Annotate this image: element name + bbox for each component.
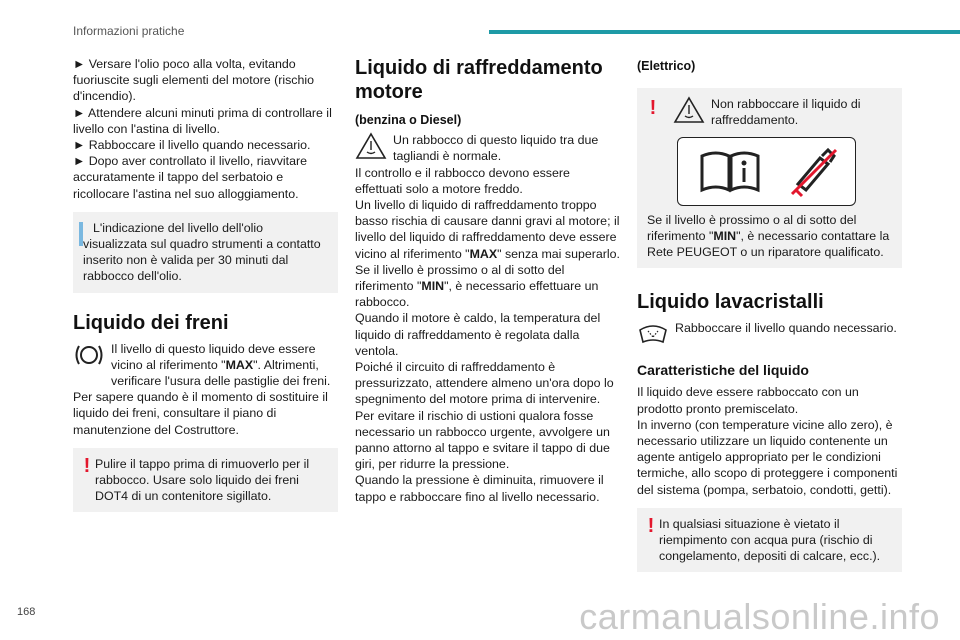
washer-warning-box bbox=[637, 508, 902, 573]
coolant-p6: Per evitare il rischio di ustioni qualora fosse necessario un rabbocco urgente, avvolgere un panno attorno al tappo e svitare il tappo di due giri, per ridurre la pressione. bbox=[355, 408, 610, 472]
step-3: ► Rabboccare il livello quando necessario. bbox=[73, 138, 311, 153]
coolant-p1: Il controllo e il rabbocco devono essere effettuati solo a motore freddo. bbox=[355, 165, 570, 196]
coolant-subtitle: (benzina o Diesel) bbox=[355, 113, 462, 127]
brake-fluid-icon bbox=[73, 341, 105, 369]
header-accent-rule bbox=[489, 30, 960, 34]
characteristics-p1: Il liquido deve essere rabboccato con un prodotto pronto premiscelato. bbox=[637, 385, 859, 416]
info-note-text: L'indicazione del livello dell'olio visualizzata sul quadro strumenti a contatto inserito non è valida per 30 minuti dal rabbocco dell'olio. bbox=[83, 220, 321, 284]
coolant-title: Liquido di raffreddamento motore bbox=[355, 57, 603, 103]
watermark: carmanualsonline.info bbox=[579, 596, 940, 637]
coolant-warning-icon bbox=[355, 132, 387, 160]
brake-fluid-text-2: Per sapere quando è il momento di sostituire il liquido dei freni, consultare il piano di manutenzione del Costruttore. bbox=[73, 390, 328, 437]
info-note-box bbox=[73, 212, 338, 293]
brake-fluid-title: Liquido dei freni bbox=[73, 311, 229, 334]
step-4: ► Dopo aver controllato il livello, riavvitare accuratamente il tappo del serbatoio e ricollocare l'astina nel suo alloggiamento. bbox=[73, 154, 308, 201]
coolant-intro bbox=[355, 132, 620, 164]
brake-fluid-intro bbox=[73, 341, 338, 390]
electric-title: (Elettrico) bbox=[637, 59, 696, 73]
brake-warning-box bbox=[73, 448, 338, 513]
coolant-warning-icon bbox=[673, 96, 705, 124]
washer-warning-text: In qualsiasi situazione è vietato il riempimento con acqua pura (rischio di congelamento, depositi di calcare, ecc.). bbox=[659, 516, 881, 564]
electric-warning-box bbox=[637, 88, 902, 268]
info-icon bbox=[79, 222, 83, 246]
electric-warning-text: Non rabboccare il liquido di raffreddamento. bbox=[711, 97, 861, 128]
coolant-p2: Un livello di liquido di raffreddamento troppo basso rischia di causare danni gravi al motore; il livello del liquido di raffreddamento deve essere vicino al riferimento "MAX" senza mai superarlo. bbox=[355, 198, 620, 261]
characteristics-p2: In inverno (con temperature vicine allo zero), è necessario utilizzare un liquido contenente un agente antigelo appropriato per le condizioni termiche, allo scopo di proteggere i componenti del sistema (pompa, serbatoio, condotti, getti). bbox=[637, 417, 898, 497]
header-section-title: Informazioni pratiche bbox=[73, 24, 185, 38]
manual-book-icon bbox=[698, 146, 762, 196]
no-coolant-pictogram bbox=[677, 137, 856, 206]
column-2 bbox=[355, 56, 620, 505]
step-1: ► Versare l'olio poco alla volta, evitando fuoriuscite sugli elementi del motore (rischio d'incendio). bbox=[73, 57, 315, 104]
washer-intro bbox=[637, 320, 902, 348]
step-2: ► Attendere alcuni minuti prima di controllare il livello con l'astina di livello. bbox=[73, 105, 332, 136]
coolant-p7: Quando la pressione è diminuita, rimuovere il tappo e rabboccare fino al livello necessario. bbox=[355, 473, 604, 504]
washer-intro-text: Rabboccare il livello quando necessario. bbox=[675, 321, 897, 336]
coolant-intro-text: Un rabbocco di questo liquido tra due tagliandi è normale. bbox=[393, 133, 599, 164]
windscreen-washer-icon bbox=[637, 320, 669, 348]
brake-fluid-text-1: Il livello di questo liquido deve essere vicino al riferimento "MAX". Altrimenti, verificare l'usura delle pastiglie dei freni. bbox=[111, 341, 331, 389]
warning-icon: ! bbox=[647, 514, 655, 537]
electric-text: Se il livello è prossimo o al di sotto del riferimento "MIN", è necessario contattare la Rete PEUGEOT o un riparatore qualificato. bbox=[647, 212, 890, 260]
column-3 bbox=[637, 58, 902, 572]
column-1 bbox=[73, 56, 338, 512]
coolant-p3: Se il livello è prossimo o al di sotto del riferimento "MIN", è necessario effettuare un rabbocco. bbox=[355, 262, 599, 310]
brake-warning-text: Pulire il tappo prima di rimuoverlo per il rabbocco. Usare solo liquido dei freni DOT4 di un contenitore sigillato. bbox=[95, 456, 310, 504]
warning-icon: ! bbox=[83, 454, 91, 477]
characteristics-title: Caratteristiche del liquido bbox=[637, 362, 809, 379]
warning-icon: ! bbox=[649, 97, 657, 120]
no-refill-icon bbox=[784, 142, 844, 200]
page-number: 168 bbox=[17, 606, 36, 618]
coolant-p5: Poiché il circuito di raffreddamento è pressurizzato, attendere almeno un'ora dopo lo spegnimento del motore prima di intervenire. bbox=[355, 360, 614, 407]
coolant-p4: Quando il motore è caldo, la temperatura del liquido di raffreddamento è regolata dalla ventola. bbox=[355, 311, 601, 358]
washer-title: Liquido lavacristalli bbox=[637, 291, 824, 314]
